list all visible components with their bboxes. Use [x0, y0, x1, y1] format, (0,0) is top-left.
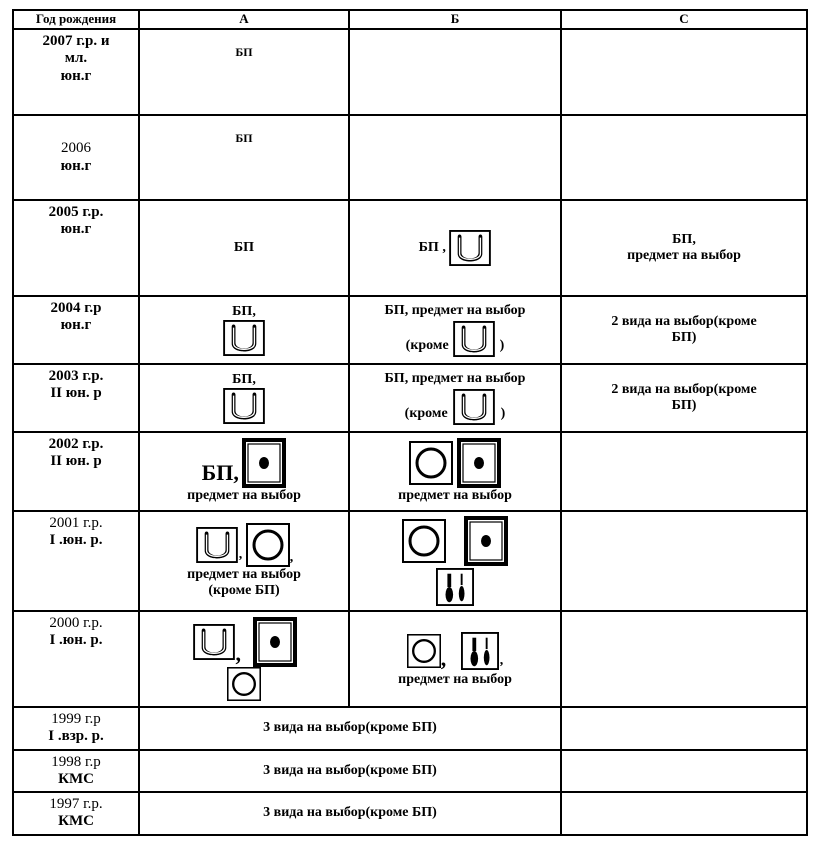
cell-c — [561, 750, 807, 792]
year-text: 2006 — [61, 140, 91, 157]
year-cell — [13, 29, 139, 115]
cell-text: 3 вида на выбор(кроме БП) — [263, 720, 437, 736]
cell-text: предмет на выбор — [627, 248, 741, 263]
cell-text: БП, — [201, 459, 239, 485]
rank-text: I .юн. р. — [49, 532, 103, 549]
rank-text: I .взр. р. — [48, 728, 104, 745]
year-cell — [13, 432, 139, 511]
year-text: 1998 г.р — [51, 754, 101, 770]
cell-ab — [139, 792, 561, 835]
rope-icon — [242, 438, 286, 488]
comma: , — [499, 652, 504, 668]
year-cell — [13, 364, 139, 432]
hoop-icon — [195, 527, 239, 563]
table-row — [13, 296, 807, 364]
rope-icon — [457, 438, 501, 488]
rank-text: II юн. р — [50, 453, 102, 470]
rope-icon — [464, 516, 508, 566]
hoop-icon — [192, 624, 236, 660]
hoop-icon — [221, 388, 267, 424]
year-cell — [13, 115, 139, 200]
year-text: 2005 г.р. — [48, 204, 104, 220]
cell-b — [349, 432, 561, 511]
table-header-row — [13, 10, 807, 29]
cell-text: 2 вида на выбор(кроме — [611, 313, 757, 329]
year-cell — [13, 750, 139, 792]
cell-text: предмет на выбор — [398, 488, 512, 504]
hoop-icon — [221, 320, 267, 356]
cell-b — [349, 200, 561, 296]
year-cell — [13, 792, 139, 835]
table-row — [13, 29, 807, 115]
comma: , — [289, 549, 294, 565]
year-text: 2004 г.р — [50, 300, 102, 316]
cell-ab — [139, 707, 561, 750]
year-cell — [13, 707, 139, 750]
rank-text: I .юн. р. — [49, 632, 103, 649]
table-row — [13, 611, 807, 707]
cell-text: БП, — [672, 231, 696, 247]
rank-text: юн.г — [60, 157, 92, 174]
ball-icon — [246, 523, 290, 567]
year-text: 2001 г.р. — [49, 515, 103, 531]
comma: , — [238, 546, 243, 562]
cell-text: 2 вида на выбор(кроме — [611, 381, 757, 397]
ball-icon — [402, 519, 446, 563]
cell-b — [349, 296, 561, 364]
cell-text: предмет на выбор — [187, 566, 301, 582]
year-text: мл. — [64, 50, 88, 67]
table-row — [13, 115, 807, 200]
cell-c — [561, 611, 807, 707]
header-a: А — [139, 10, 349, 29]
table-row — [13, 432, 807, 511]
year-cell — [13, 511, 139, 611]
cell-text: (кроме — [404, 406, 448, 421]
year-text: 2007 г.р. и — [42, 33, 110, 49]
table-row — [13, 750, 807, 792]
year-text: 2000 г.р. — [49, 615, 103, 631]
cell-text: БП , — [418, 239, 446, 255]
hoop-icon — [452, 321, 496, 357]
ball-icon — [409, 441, 453, 485]
comma: , — [235, 641, 241, 667]
header-year: Год рождения — [13, 10, 139, 29]
cell-text: БП, — [232, 303, 256, 319]
cell-text: БП — [235, 45, 253, 59]
cell-b — [349, 115, 561, 200]
ball-icon — [227, 667, 261, 701]
header-b: Б — [349, 10, 561, 29]
rank-text: КМС — [58, 771, 94, 788]
cell-text: БП) — [671, 398, 697, 413]
cell-a — [139, 296, 349, 364]
cell-a — [139, 432, 349, 511]
table-row — [13, 707, 807, 750]
rank-text: юн.г — [60, 317, 92, 334]
rope-icon — [253, 617, 297, 667]
year-text: 2003 г.р. — [48, 368, 104, 384]
cell-a — [139, 364, 349, 432]
cell-text: предмет на выбор — [187, 488, 301, 504]
table-row — [13, 792, 807, 835]
cell-b — [349, 29, 561, 115]
rank-text: КМС — [58, 813, 94, 830]
cell-text: БП) — [671, 330, 697, 345]
year-cell — [13, 200, 139, 296]
year-cell — [13, 611, 139, 707]
cell-b — [349, 611, 561, 707]
cell-a — [139, 29, 349, 115]
table-row — [13, 200, 807, 296]
ball-icon — [407, 634, 441, 668]
cell-c — [561, 29, 807, 115]
cell-text: (кроме БП) — [208, 583, 280, 598]
cell-text: БП, предмет на выбор — [384, 302, 526, 318]
header-c: С — [561, 10, 807, 29]
cell-text: ) — [500, 406, 506, 421]
rank-text: юн.г — [60, 67, 92, 84]
apparatus-table — [12, 9, 808, 836]
cell-text: 3 вида на выбор(кроме БП) — [263, 805, 437, 821]
cell-a — [139, 611, 349, 707]
cell-c — [561, 707, 807, 750]
cell-c — [561, 364, 807, 432]
cell-text: ) — [499, 338, 505, 353]
hoop-icon — [451, 389, 497, 425]
cell-text: БП, предмет на выбор — [384, 370, 526, 386]
cell-c — [561, 115, 807, 200]
comma: , — [440, 646, 447, 672]
cell-text: БП — [235, 131, 253, 145]
cell-b — [349, 364, 561, 432]
table-row — [13, 511, 807, 611]
cell-text: 3 вида на выбор(кроме БП) — [263, 762, 437, 778]
cell-c — [561, 200, 807, 296]
year-text: 2002 г.р. — [48, 436, 104, 452]
clubs-icon — [435, 568, 475, 606]
cell-c — [561, 511, 807, 611]
cell-b — [349, 511, 561, 611]
cell-a — [139, 200, 349, 296]
cell-a — [139, 511, 349, 611]
cell-c — [561, 296, 807, 364]
year-cell — [13, 296, 139, 364]
cell-ab — [139, 750, 561, 792]
cell-c — [561, 432, 807, 511]
cell-c — [561, 792, 807, 835]
cell-text: БП — [233, 239, 255, 255]
rank-text: юн.г — [60, 221, 92, 238]
hoop-icon — [449, 230, 491, 266]
table-row — [13, 364, 807, 432]
year-text: 1997 г.р. — [49, 796, 103, 812]
cell-text: предмет на выбор — [398, 671, 512, 687]
clubs-icon — [460, 632, 500, 670]
year-text: 1999 г.р — [51, 711, 101, 727]
cell-text: (кроме — [405, 338, 449, 353]
cell-a — [139, 115, 349, 200]
rank-text: II юн. р — [50, 385, 102, 402]
cell-text: БП, — [232, 371, 256, 387]
